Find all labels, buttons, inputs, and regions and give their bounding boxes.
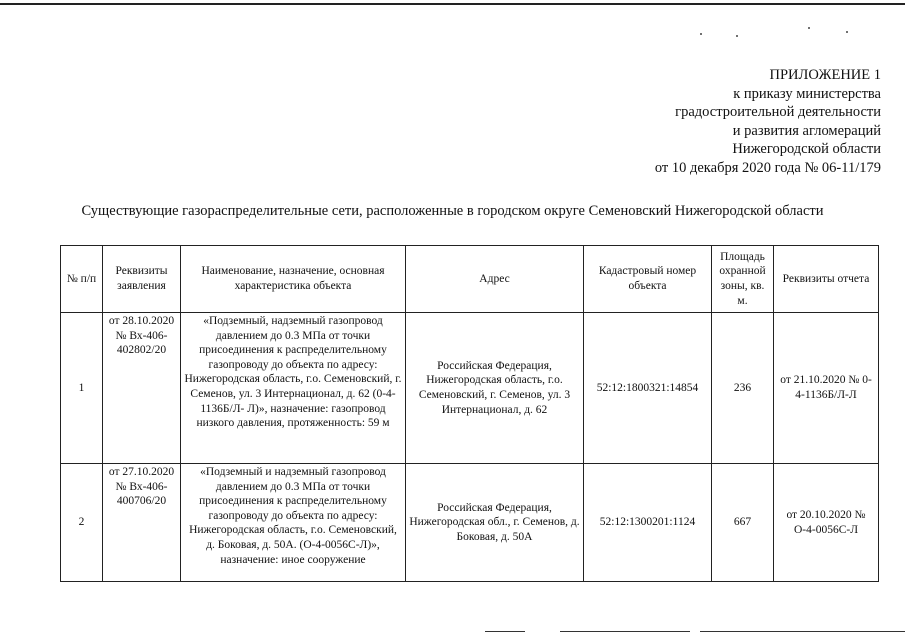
scan-speck <box>846 31 848 33</box>
header-description: Наименование, назначение, основная характеристика объекта <box>181 246 406 313</box>
cell-description: «Подземный, надземный газопровод давлением до 0.3 МПа от точки присоединения к распределительному газопроводу до объекта по адресу: Нижегородская область, г.о. Семеновский, г. Семенов, ул. 3 Интернационал, д. 62 (0-4-1136Б/Л- Л)», назначение: газопровод низкого давления, протяженность: 59 м <box>181 313 406 464</box>
cell-cadastral: 52:12:1800321:14854 <box>584 313 712 464</box>
table-header-row <box>61 246 879 313</box>
cell-address: Российская Федерация, Нижегородская обл., г. Семенов, д. Боковая, д. 50А <box>406 464 584 582</box>
header-address: Адрес <box>406 246 584 313</box>
cell-area: 667 <box>712 464 774 582</box>
scan-speck <box>700 33 702 35</box>
cell-description: «Подземный и надземный газопровод давлением до 0.3 МПа от точки присоединения к распределительному газопроводу до объекта по адресу: Нижегородская область, г.о. Семеновский, д. Боковая, д. 50А. (О-4-0056С-Л)», назначение: иное сооружение <box>181 464 406 582</box>
scan-bottom-edge <box>0 631 905 633</box>
cell-number: 1 <box>61 313 103 464</box>
appendix-region-line: Нижегородской области <box>732 141 881 158</box>
cell-address: Российская Федерация, Нижегородская область, г.о. Семеновский, г. Семенов, ул. 3 Интернационал, д. 62 <box>406 313 584 464</box>
header-cadastral: Кадастровый номер объекта <box>584 246 712 313</box>
appendix-ministry-line-2: и развития агломераций <box>732 122 881 139</box>
table-row <box>61 464 879 582</box>
appendix-order-line: к приказу министерства <box>733 85 881 102</box>
appendix-title: ПРИЛОЖЕНИЕ 1 <box>769 67 881 83</box>
cell-report: от 21.10.2020 № 0-4-1136Б/Л-Л <box>774 313 879 464</box>
cell-area: 236 <box>712 313 774 464</box>
cell-number: 2 <box>61 464 103 582</box>
document-title: Существующие газораспределительные сети, расположенные в городском округе Семеновский Нижегородской области <box>81 203 824 219</box>
cell-application: от 27.10.2020 № Вх-406-400706/20 <box>103 464 181 582</box>
header-number: № п/п <box>61 246 103 313</box>
scan-speck <box>736 35 738 37</box>
header-application: Реквизиты заявления <box>103 246 181 313</box>
appendix-ministry-line: градостроительной деятельности <box>675 104 881 121</box>
appendix-header <box>655 66 881 178</box>
scan-top-edge <box>0 3 905 5</box>
appendix-order-date: от 10 декабря 2020 года № 06-11/179 <box>654 159 881 176</box>
gas-network-table <box>60 245 879 582</box>
scan-speck <box>808 27 810 29</box>
cell-application: от 28.10.2020 № Вх-406-402802/20 <box>103 313 181 464</box>
cell-report: от 20.10.2020 № О-4-0056С-Л <box>774 464 879 582</box>
table-row <box>61 313 879 464</box>
header-report: Реквизиты отчета <box>774 246 879 313</box>
cell-cadastral: 52:12:1300201:1124 <box>584 464 712 582</box>
header-area: Площадь охранной зоны, кв. м. <box>712 246 774 313</box>
